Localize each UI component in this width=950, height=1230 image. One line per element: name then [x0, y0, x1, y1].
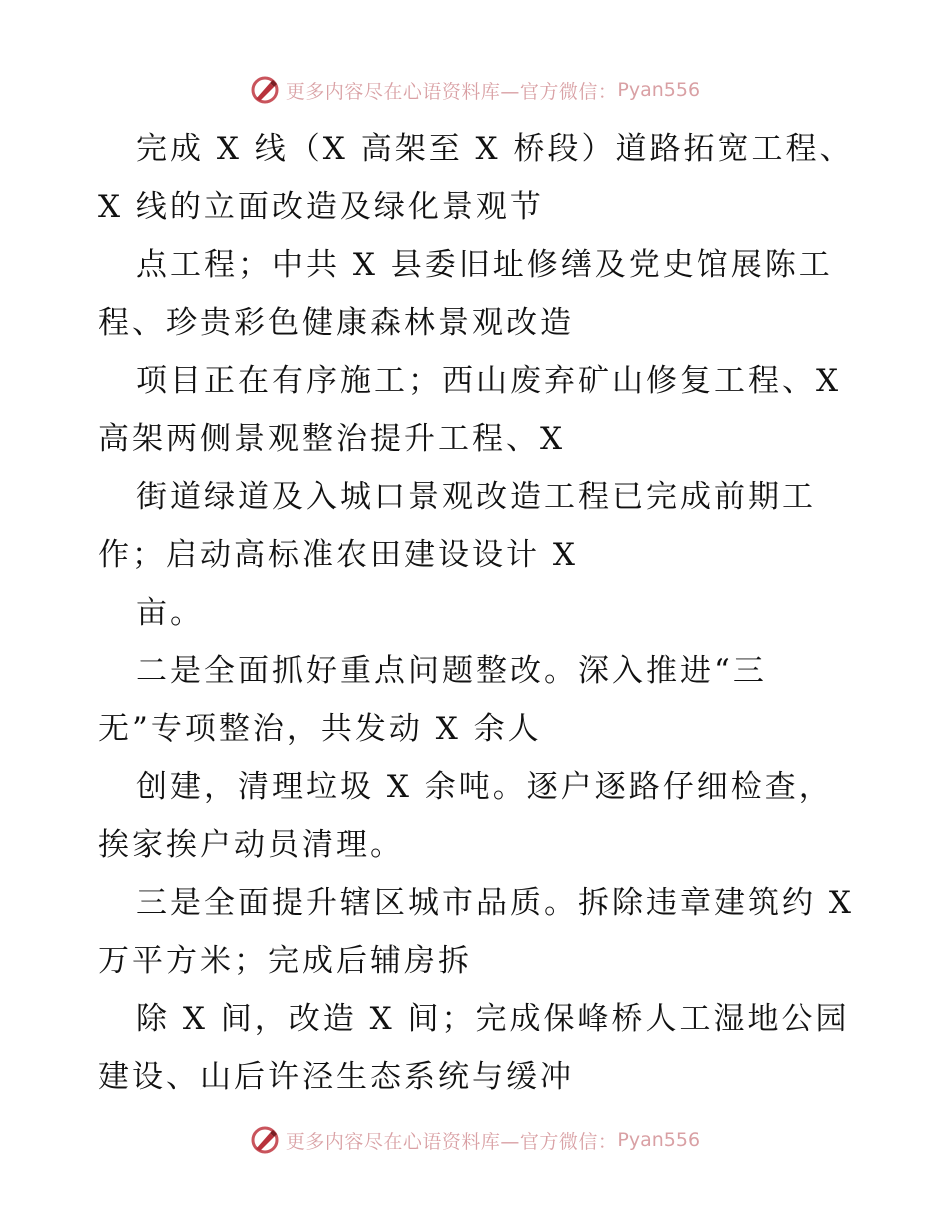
header-watermark: [0, 70, 950, 110]
text-line: 点工程；中共 X 县委旧址修缮及党史馆展陈工: [136, 247, 833, 283]
watermark-text: 更多内容尽在心语资料库—官方微信：: [285, 80, 618, 103]
text-line: 完成 X 线（X 高架至 X 桥段）道路拓宽工程、: [136, 131, 854, 167]
text-line: 高架两侧景观整治提升工程、X: [98, 421, 566, 457]
text-line: X 线的立面改造及绿化景观节: [98, 189, 544, 225]
text-line: 亩。: [136, 595, 204, 631]
text-line: 创建，清理垃圾 X 余吨。逐户逐路仔细检查，: [136, 769, 833, 805]
watermark-text: 更多内容尽在心语资料库—官方微信：: [285, 1130, 618, 1153]
watermark-wechat-id: Pyan556: [617, 1129, 701, 1151]
text-line: 挨家挨户动员清理。: [98, 827, 404, 863]
text-line: 程、珍贵彩色健康森林景观改造: [98, 305, 574, 341]
pen-logo-icon: [250, 1125, 280, 1155]
text-line: 无”专项整治，共发动 X 余人: [98, 711, 542, 747]
document-body: [98, 120, 898, 1106]
text-line: 万平方米；完成后辅房拆: [98, 943, 472, 979]
text-line: 三是全面提升辖区城市品质。拆除违章建筑约 X: [136, 885, 854, 921]
footer-watermark: [0, 1120, 950, 1160]
text-line: 除 X 间，改造 X 间；完成保峰桥人工湿地公园: [136, 1001, 850, 1037]
watermark-wechat-id: Pyan556: [617, 79, 701, 101]
pen-logo-icon: [250, 75, 280, 105]
text-line: 建设、山后许泾生态系统与缓冲: [98, 1059, 574, 1095]
text-line: 作；启动高标准农田建设设计 X: [98, 537, 578, 573]
text-line: 街道绿道及入城口景观改造工程已完成前期工: [136, 479, 816, 515]
text-line: 二是全面抓好重点问题整改。深入推进“三: [136, 653, 767, 689]
text-line: 项目正在有序施工；西山废弃矿山修复工程、X: [136, 363, 842, 399]
